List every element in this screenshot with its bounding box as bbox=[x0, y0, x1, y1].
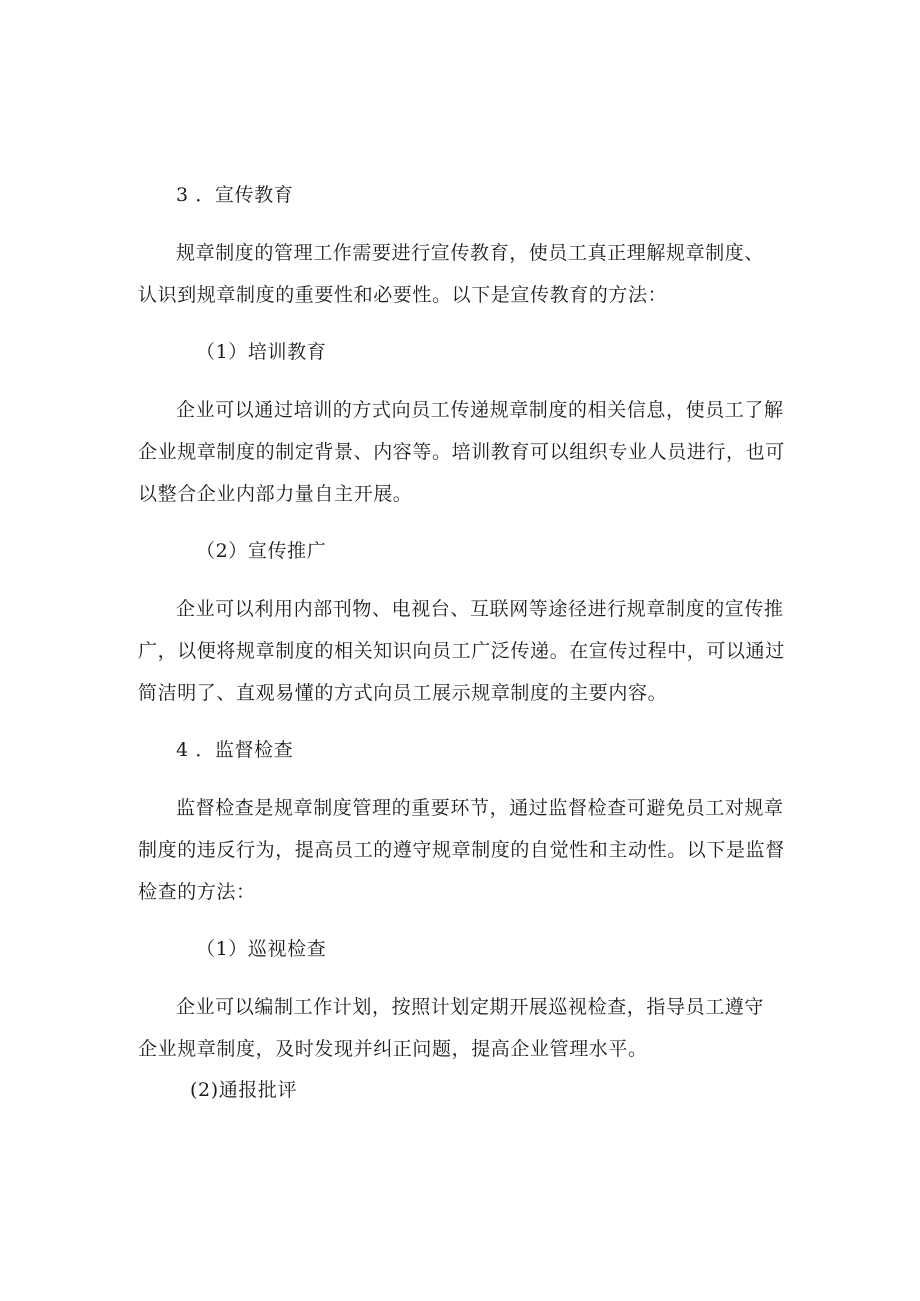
section-3-intro-line-1: 规章制度的管理工作需要进行宣传教育，使员工真正理解规章制度、 bbox=[176, 242, 765, 264]
section-3-item-1-body-line-1: 企业可以通过培训的方式向员工传递规章制度的相关信息，使员工了解 bbox=[176, 399, 784, 421]
section-3-item-1-heading: （1）培训教育 bbox=[196, 341, 327, 363]
section-3-item-1-body-line-3: 以整合企业内部力量自主开展。 bbox=[138, 483, 413, 505]
section-4-intro-line-1: 监督检查是规章制度管理的重要环节，通过监督检查可避免员工对规章 bbox=[176, 797, 784, 819]
section-3-item-1-body-line-2: 企业规章制度的制定背景、内容等。培训教育可以组织专业人员进行，也可 bbox=[138, 441, 785, 463]
section-4-heading: 4 ．监督检查 bbox=[176, 739, 294, 761]
section-4-item-1-body-line-1: 企业可以编制工作计划，按照计划定期开展巡视检查，指导员工遵守 bbox=[176, 996, 765, 1018]
section-3-heading: 3 ．宣传教育 bbox=[176, 184, 294, 206]
section-3-item-2-heading: （2）宣传推广 bbox=[196, 540, 327, 562]
section-4-intro-line-3: 检查的方法： bbox=[138, 881, 256, 903]
section-3-intro-line-2: 认识到规章制度的重要性和必要性。以下是宣传教育的方法： bbox=[138, 284, 668, 306]
section-4-item-1-heading: （1）巡视检查 bbox=[196, 938, 327, 960]
section-4-item-1-body-line-2: 企业规章制度，及时发现并纠正问题，提高企业管理水平。 bbox=[138, 1038, 648, 1060]
section-4-item-2-heading: (2)通报批评 bbox=[190, 1079, 298, 1101]
section-3-item-2-body-line-3: 简洁明了、直观易懂的方式向员工展示规章制度的主要内容。 bbox=[138, 682, 668, 704]
section-3-item-2-body-line-1: 企业可以利用内部刊物、电视台、互联网等途径进行规章制度的宣传推 bbox=[176, 598, 784, 620]
section-3-item-2-body-line-2: 广，以便将规章制度的相关知识向员工广泛传递。在宣传过程中，可以通过 bbox=[138, 640, 785, 662]
section-4-intro-line-2: 制度的违反行为，提高员工的遵守规章制度的自觉性和主动性。以下是监督 bbox=[138, 839, 785, 861]
